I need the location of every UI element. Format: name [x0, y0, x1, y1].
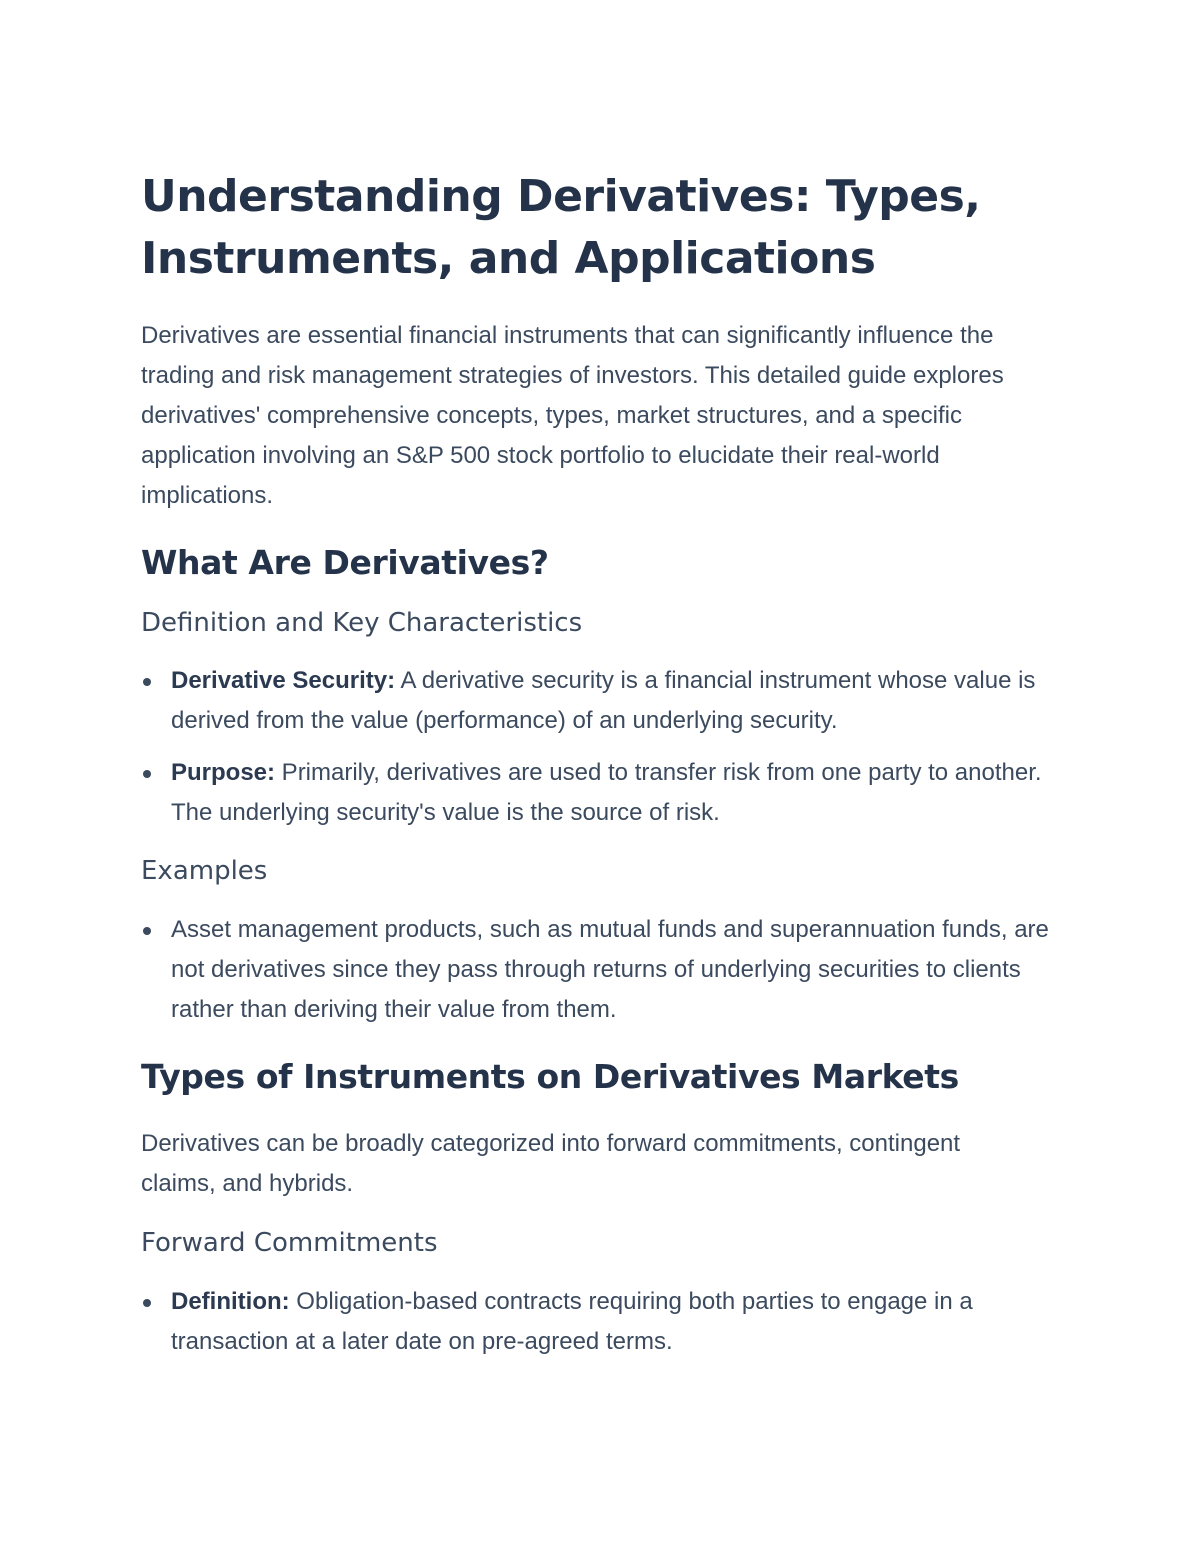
section-heading-what-are-derivatives: What Are Derivatives? [141, 543, 549, 582]
section-intro-paragraph: Derivatives can be broadly categorized into forward commitments, contingent claims, and hybrids. [141, 1130, 961, 1197]
page-title: Understanding Derivatives: Types, Instruments, and Applications [141, 171, 981, 284]
subheading-definition: Definition and Key Characteristics [141, 608, 583, 638]
definition-list [141, 661, 1061, 833]
bullet-icon [143, 1299, 151, 1307]
forward-commitments-list [141, 1282, 1061, 1362]
list-item [141, 910, 1061, 1030]
list-item [141, 753, 1061, 833]
bullet-icon [143, 927, 151, 935]
list-item [141, 1282, 1061, 1362]
subheading-examples: Examples [141, 856, 268, 886]
list-item-term: Derivative Security: [171, 667, 396, 694]
bullet-icon [143, 678, 151, 686]
list-item [141, 661, 1061, 741]
list-item-term: Definition: [171, 1288, 290, 1315]
list-item-term: Purpose: [171, 759, 276, 786]
document-page [141, 166, 1061, 1362]
list-item-text: Asset management products, such as mutual funds and superannuation funds, are not derivatives since they pass through returns of underlying securities to clients rather than deriving their value from them. [171, 916, 1049, 1023]
bullet-icon [143, 770, 151, 778]
intro-paragraph: Derivatives are essential financial instruments that can significantly influence the trading and risk management strategies of investors. This detailed guide explores derivatives' comprehensive concepts, types, market structures, and a specific application involving an S&P 500 stock portfolio to elucidate their real-world implications. [141, 322, 1004, 509]
examples-list [141, 910, 1061, 1030]
list-item-text: Primarily, derivatives are used to transfer risk from one party to another. The underlying security's value is the source of risk. [171, 759, 1042, 826]
subheading-forward-commitments: Forward Commitments [141, 1228, 438, 1258]
list-item-text: A derivative security is a financial instrument whose value is derived from the value (performance) of an underlying security. [171, 667, 1036, 734]
list-item-text: Obligation-based contracts requiring both parties to engage in a transaction at a later date on pre-agreed terms. [171, 1288, 973, 1355]
section-heading-types-of-instruments: Types of Instruments on Derivatives Markets [141, 1057, 959, 1096]
